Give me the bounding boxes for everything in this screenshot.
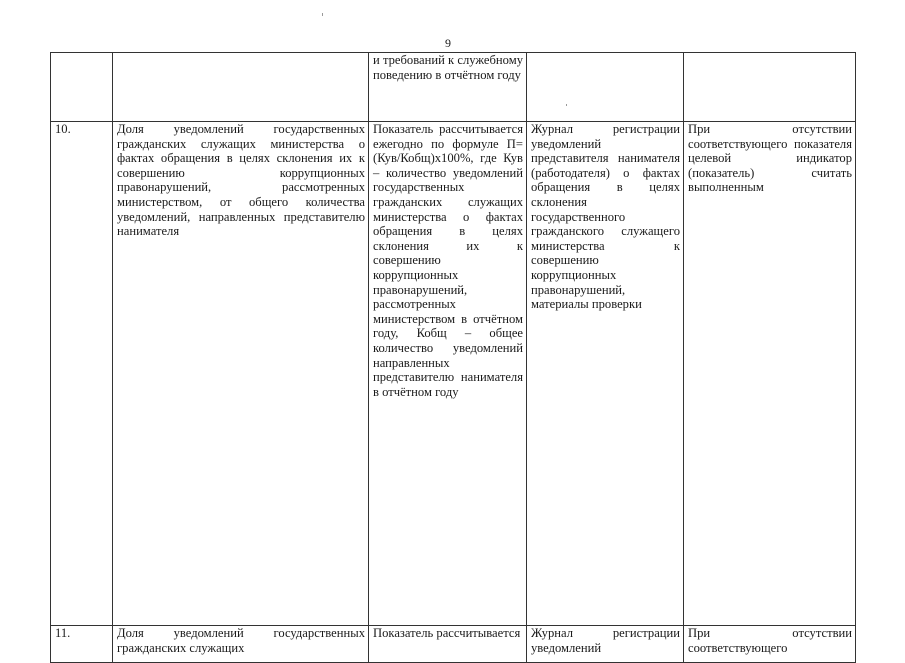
- indicator-cell: Доля уведомлений государственных гражданских служащих: [113, 626, 369, 663]
- source-cell: [527, 53, 684, 122]
- source-cell: Журнал регистрации уведомлений: [527, 626, 684, 663]
- note-cell: При отсутствии соответствующего показателя целевой индикатор (показатель) считать выполненным: [684, 122, 856, 626]
- source-cell: Журнал регистрации уведомлений представителя нанимателя (работодателя) о фактах обращения в целях склонения государственного гражданского служащего министерства к совершению коррупционных правонарушений, материалы проверки: [527, 122, 684, 626]
- table-row: [51, 53, 856, 122]
- row-number: [51, 53, 113, 122]
- row-number: 11.: [51, 626, 113, 663]
- indicator-cell: Доля уведомлений государственных гражданских служащих министерства о фактах обращения в целях склонения их к совершению коррупционных правонарушений, рассмотренных министерством, от общего количества уведомлений, направленных представителю нанимателя: [113, 122, 369, 626]
- method-cell: Показатель рассчитывается: [369, 626, 527, 663]
- indicator-table: [50, 52, 856, 663]
- method-cell: и требований к служебному поведению в отчётном году: [369, 53, 527, 122]
- note-cell: При отсутствии соответствующего: [684, 626, 856, 663]
- table-row: [51, 122, 856, 626]
- row-number: 10.: [51, 122, 113, 626]
- table-row: [51, 626, 856, 663]
- page-number: 9: [445, 36, 451, 50]
- scan-speck: [322, 13, 323, 16]
- note-cell: [684, 53, 856, 122]
- method-cell: Показатель рассчитывается ежегодно по формуле П=(Кув/Кобщ)х100%, где Кув – количество уведомлений государственных гражданских служащих министерства о фактах обращения в целях склонения их к совершению коррупционных правонарушений, рассмотренных министерством в отчётном году, Кобщ – общее количество уведомлений направленных представителю нанимателя в отчётном году: [369, 122, 527, 626]
- indicator-cell: [113, 53, 369, 122]
